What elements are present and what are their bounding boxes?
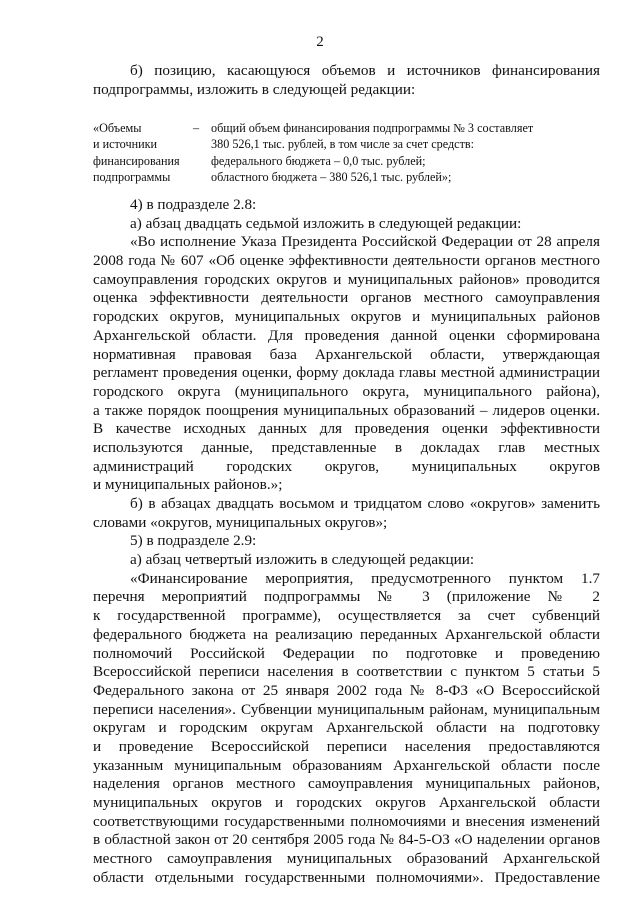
financing-labels (93, 120, 193, 186)
table-cell: областного бюджета – 380 526,1 тыс. рублей»; (211, 170, 452, 185)
text-line: к государственной программе), осуществляется за счет субвенций (93, 607, 600, 625)
text-line: Всероссийской переписи населения в соответствии с пунктом 5 статьи 5 (93, 663, 600, 681)
text-line: б) позицию, касающуюся объемов и источников финансирования (130, 62, 600, 79)
text-line: муниципальных округов и городских округов Архангельской области (93, 794, 600, 811)
financing-table (93, 120, 600, 186)
text-line: городских округов, муниципальных округов и муниципальных районов (93, 308, 600, 326)
text-line: наделения органов местного самоуправления муниципальных районов, (93, 775, 600, 793)
text-line: 5) в подразделе 2.9: (130, 532, 257, 550)
text-line: «Финансирование мероприятия, предусмотренного пунктом 1.7 (130, 569, 600, 587)
text-line: «Во исполнение Указа Президента Российской Федерации от 28 апреля (130, 233, 600, 251)
text-line: В качестве исходных данных для проведения оценки эффективности (93, 420, 600, 438)
text-line: переписи населения». Субвенции муниципальным районам, муниципальным (93, 700, 600, 718)
page-number: 2 (316, 34, 324, 50)
table-cell: общий объем финансирования подпрограммы № 3 составляет (211, 121, 534, 135)
financing-values (211, 120, 600, 186)
text-line: словами «округов, муниципальных округов»; (93, 513, 388, 531)
text-line: регламент проведения оценки, форму доклада главы местной администрации (93, 364, 600, 382)
text-line: области отдельными государственными полномочиями». Предоставление (93, 868, 600, 886)
text-line: оценка эффективности деятельности органов местного самоуправления (93, 289, 600, 307)
text-line: перечня мероприятий подпрограммы № 3 (приложение № 2 (93, 588, 600, 606)
text-line: б) в абзацах двадцать восьмом и тридцатом слово «округов» заменить (130, 495, 600, 512)
text-line: Федерального закона от 25 января 2002 года № 8-ФЗ «О Всероссийской (93, 681, 600, 699)
text-line: округам и городским округам Архангельской области на подготовку (93, 719, 600, 737)
table-cell: «Объемы (93, 121, 142, 135)
intro-paragraph (93, 62, 600, 99)
text-line: полномочий Российской Федерации по подготовке и проведению (93, 644, 600, 662)
table-cell: и источники (93, 137, 158, 152)
text-line: и муниципальных районов.»; (93, 476, 283, 494)
text-line: 4) в подразделе 2.8: (130, 196, 257, 213)
text-line: Архангельской области. Для проведения данной оценки сформирована (93, 326, 600, 344)
text-line: местного самоуправления муниципальных образований Архангельской (93, 850, 600, 868)
table-cell: 380 526,1 тыс. рублей, в том числе за счет средств: (211, 137, 475, 152)
text-line: используются данные, представленные в докладах глав местных (93, 438, 600, 456)
text-line: 2008 года № 607 «Об оценке эффективности деятельности органов местного (93, 252, 600, 270)
text-line: подпрограммы, изложить в следующей редакции: (93, 80, 416, 98)
table-cell: финансирования (93, 153, 180, 168)
text-line: а) абзац двадцать седьмой изложить в следующей редакции: (130, 214, 522, 232)
financing-dash: – (193, 121, 200, 135)
text-line: в областной закон от 20 сентября 2005 года № 84-5-ОЗ «О наделении органов (93, 831, 600, 849)
main-text (93, 196, 600, 887)
text-line: указанным муниципальным образованиям Архангельской области после (93, 756, 600, 774)
text-line: нормативная правовая база Архангельской области, утверждающая (93, 345, 600, 363)
table-cell: подпрограммы (93, 170, 171, 185)
text-line: администраций городских округов, муниципальных округов (93, 457, 600, 475)
text-line: соответствующими государственными полномочиями и внесения изменений (93, 812, 600, 830)
text-line: самоуправления городских округов и муниципальных районов» проводится (93, 270, 600, 288)
text-line: федерального бюджета на реализацию переданных Архангельской области (93, 625, 600, 643)
table-cell: федерального бюджета – 0,0 тыс. рублей; (211, 153, 426, 168)
text-line: городского округа (муниципального округа, муниципального района), (93, 382, 600, 400)
text-line: а) абзац четвертый изложить в следующей редакции: (130, 551, 475, 569)
text-line: и проведение Всероссийской переписи населения предоставляются (93, 737, 600, 755)
text-line: а также порядок поощрения муниципальных образований – лидеров оценки. (93, 401, 600, 419)
